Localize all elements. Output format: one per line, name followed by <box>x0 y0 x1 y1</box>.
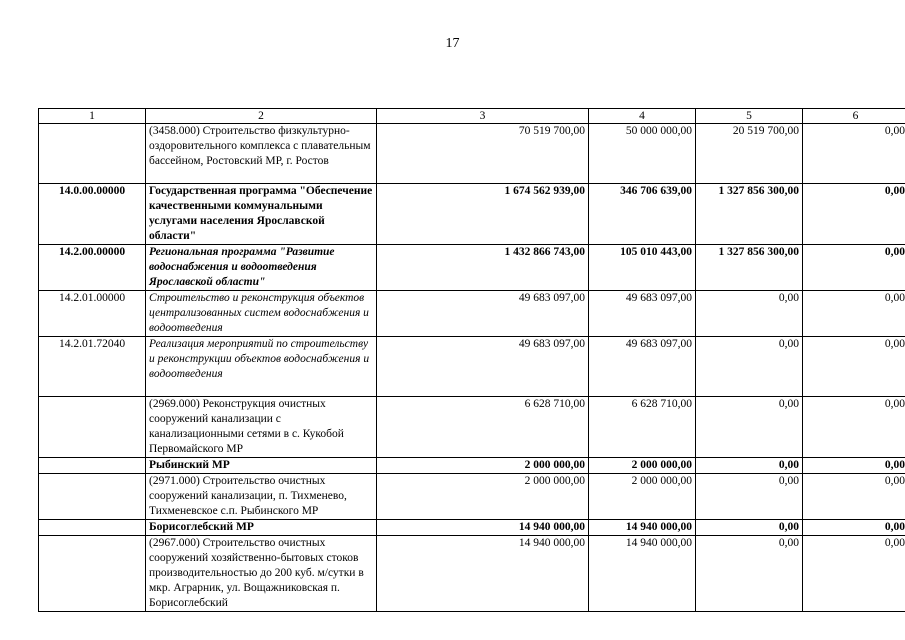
amount-column-6: 0,00 <box>803 474 905 520</box>
classification-code: 14.0.00.00000 <box>39 184 146 245</box>
table-row <box>39 291 905 337</box>
amount-column-4: 49 683 097,00 <box>589 337 696 397</box>
table-row <box>39 458 905 474</box>
page-number: 17 <box>445 36 460 51</box>
table-row <box>39 245 905 291</box>
column-header: 6 <box>803 109 905 124</box>
amount-column-6: 0,00 <box>803 520 905 536</box>
total-amount: 70 519 700,00 <box>377 124 589 184</box>
item-name: Реализация мероприятий по строительству и реконструкции объектов водоснабжения и водоотведения <box>146 337 377 397</box>
amount-column-4: 50 000 000,00 <box>589 124 696 184</box>
table-row <box>39 184 905 245</box>
table-row <box>39 536 905 612</box>
table-row <box>39 124 905 184</box>
amount-column-6: 0,00 <box>803 291 905 337</box>
total-amount: 49 683 097,00 <box>377 337 589 397</box>
total-amount: 2 000 000,00 <box>377 458 589 474</box>
amount-column-6: 0,00 <box>803 337 905 397</box>
amount-column-4: 346 706 639,00 <box>589 184 696 245</box>
total-amount: 14 940 000,00 <box>377 536 589 612</box>
classification-code <box>39 124 146 184</box>
amount-column-6: 0,00 <box>803 245 905 291</box>
amount-column-4: 105 010 443,00 <box>589 245 696 291</box>
total-amount: 1 432 866 743,00 <box>377 245 589 291</box>
classification-code <box>39 458 146 474</box>
amount-column-6: 0,00 <box>803 184 905 245</box>
total-amount: 14 940 000,00 <box>377 520 589 536</box>
amount-column-4: 2 000 000,00 <box>589 474 696 520</box>
amount-column-5: 0,00 <box>696 397 803 458</box>
classification-code <box>39 520 146 536</box>
amount-column-5: 20 519 700,00 <box>696 124 803 184</box>
item-name: (2969.000) Реконструкция очистных сооружений канализации с канализационными сетями в с. Кукобой Первомайского МР <box>146 397 377 458</box>
item-name: Строительство и реконструкция объектов централизованных систем водоснабжения и водоотведения <box>146 291 377 337</box>
amount-column-6: 0,00 <box>803 397 905 458</box>
total-amount: 2 000 000,00 <box>377 474 589 520</box>
amount-column-6: 0,00 <box>803 536 905 612</box>
item-name: Рыбинский МР <box>146 458 377 474</box>
amount-column-5: 0,00 <box>696 458 803 474</box>
classification-code: 14.2.01.00000 <box>39 291 146 337</box>
column-number-row <box>39 109 905 124</box>
amount-column-4: 14 940 000,00 <box>589 536 696 612</box>
table-row <box>39 397 905 458</box>
table-row <box>39 474 905 520</box>
amount-column-4: 6 628 710,00 <box>589 397 696 458</box>
total-amount: 6 628 710,00 <box>377 397 589 458</box>
amount-column-4: 2 000 000,00 <box>589 458 696 474</box>
amount-column-4: 49 683 097,00 <box>589 291 696 337</box>
column-header: 5 <box>696 109 803 124</box>
item-name: (2967.000) Строительство очистных сооружений хозяйственно-бытовых стоков производительностью до 200 куб. м/сутки в мкр. Аграрник, ул. Вощажниковская п. Борисоглебский <box>146 536 377 612</box>
item-name: Борисоглебский МР <box>146 520 377 536</box>
amount-column-5: 1 327 856 300,00 <box>696 184 803 245</box>
amount-column-5: 0,00 <box>696 337 803 397</box>
column-header: 3 <box>377 109 589 124</box>
table-row <box>39 337 905 397</box>
classification-code <box>39 536 146 612</box>
amount-column-6: 0,00 <box>803 458 905 474</box>
amount-column-5: 1 327 856 300,00 <box>696 245 803 291</box>
total-amount: 49 683 097,00 <box>377 291 589 337</box>
budget-table <box>38 108 905 612</box>
column-header: 1 <box>39 109 146 124</box>
amount-column-5: 0,00 <box>696 536 803 612</box>
total-amount: 1 674 562 939,00 <box>377 184 589 245</box>
item-name: (3458.000) Строительство физкультурно-оздоровительного комплекса с плавательным бассейном, Ростовский МР, г. Ростов <box>146 124 377 184</box>
classification-code <box>39 397 146 458</box>
column-header: 2 <box>146 109 377 124</box>
amount-column-6: 0,00 <box>803 124 905 184</box>
classification-code: 14.2.01.72040 <box>39 337 146 397</box>
amount-column-5: 0,00 <box>696 520 803 536</box>
classification-code <box>39 474 146 520</box>
table-row <box>39 520 905 536</box>
amount-column-4: 14 940 000,00 <box>589 520 696 536</box>
column-header: 4 <box>589 109 696 124</box>
amount-column-5: 0,00 <box>696 474 803 520</box>
amount-column-5: 0,00 <box>696 291 803 337</box>
item-name: (2971.000) Строительство очистных сооружений канализации, п. Тихменево, Тихменевское с.п. Рыбинского МР <box>146 474 377 520</box>
item-name: Региональная программа "Развитие водоснабжения и водоотведения Ярославской области" <box>146 245 377 291</box>
item-name: Государственная программа "Обеспечение качественными коммунальными услугами населения Ярославской области" <box>146 184 377 245</box>
classification-code: 14.2.00.00000 <box>39 245 146 291</box>
